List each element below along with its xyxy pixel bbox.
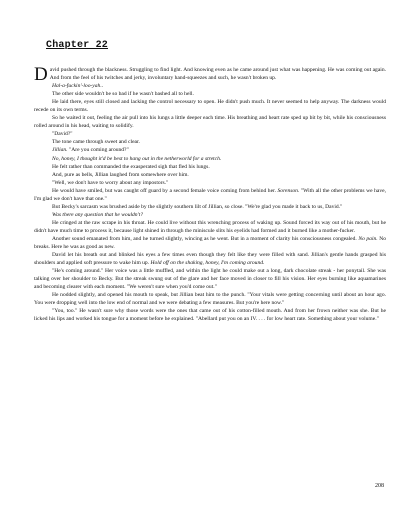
body-paragraph [34,64,386,85]
paragraph-text: avid pushed through the blackness. Struggling to find light. And knowing even as he came around just what was happening. He was coming out again. And from the feel of his twitches and jerky, involuntary hand-squeezes and such, he wasn't broken up. [49,67,386,82]
body-paragraph [34,155,386,163]
body-paragraph [34,82,386,90]
body-paragraph [34,187,386,203]
paragraph-text: "Are you coming around?" [67,147,129,154]
paragraph-text: He would have smiled, but was caught off guard by a second female voice coming from behind her. [52,187,278,194]
paragraph-text: The other side wouldn't be so bad if he wasn't bashed all to hell. [52,91,194,98]
chapter-title: Chapter 22 [46,40,109,51]
body-paragraph [34,267,386,291]
paragraph-text: "You, too." He wasn't sure why those words were the ones that came out of his cotton-filled mouth. And from her frown neither was she. But he licked his lips and worked his tongue for a moment before he explained. "Abellard put you on an IV. . . . for low heart rate. Something about your volume." [34,308,386,323]
chapter-body [34,66,386,324]
paragraph-text: No breaks. Here he was as good as new. [34,235,387,251]
page-number: 208 [375,483,384,489]
paragraph-text: But Becky's sarcasm was brushed aside by the slightly southern lilt of Jillian, so close. "We're glad you made it back to us, David." [52,203,343,210]
paragraph-text: "He's coming around." Her voice was a little muffled, and within the light he could make out a long, dark chocolate streak - her ponytail. She was talking over her shoulder to Becky. But the streak swung out of the glare and her face moved in closer to fill his vision. Her eyes burning like aquamarines and becoming clearer with each moment. "We weren't sure when you'd come out." [34,268,386,291]
paragraph-text: So he waited it out, feeling the air pull into his lungs a little deeper each time. His breathing and heart rate sped up bit by bit, while his consciousness rolled around in his head, waiting to solidify. [34,115,386,130]
body-paragraph [34,163,386,171]
body-paragraph [34,203,386,211]
paragraph-text: "With all the other problems we have, I'm glad we don't have that one." [34,187,386,202]
italic-text: Hal-a-fuckin'-loo-yah.. [52,83,104,90]
italic-text: No, honey, I thought it'd be best to hang out in the netherworld for a stretch. [52,155,222,162]
body-paragraph [34,90,386,98]
paragraph-text: And, pure as bells, Jillian laughed from somewhere over him. [52,171,189,178]
paragraph-text: David let his breath out and blinked his eyes a few times even though they felt like they were filled with sand. Jillian's gentle hands grasped his shoulders and applied soft pressure to wake him up. [34,252,386,267]
paragraph-text: "David?" [52,131,73,138]
body-paragraph [34,291,386,307]
paragraph-text: Another sound emanated from him, and he turned slightly, wincing as he went. But in a moment of clarity his consciousness congealed. [52,235,359,242]
italic-text: No pain. [358,235,378,242]
paragraph-text: "Well, we don't have to worry about any impostors." [52,179,169,186]
body-paragraph [34,219,386,235]
paragraph-text: He cringed at the raw scrape in his throat. He could live without this wrenching process of waking up. Sound forced its way out of his mouth, but he didn't have much time to process it, because light shined in through the miniscule slits his eyelids had formed and it burned like a mother-fucker. [34,219,386,234]
body-paragraph [34,114,386,130]
paragraph-text: He laid there, eyes still closed and lacking the control necessary to open. He didn't push much. It never seemed to help anyway. The darkness would recede on its own terms. [34,99,386,114]
body-paragraph [34,235,386,251]
italic-text: Was there any question that he wouldn't? [52,211,144,218]
body-paragraph [34,146,386,154]
italic-text: Sorenson. [277,187,300,194]
body-paragraph [34,251,386,267]
body-paragraph [34,138,386,146]
body-paragraph [34,98,386,114]
paragraph-text: He felt rather than commanded the exasperated sigh that fled his lungs. [52,163,210,170]
body-paragraph [34,130,386,138]
body-paragraph [34,211,386,219]
paragraph-text: He nodded slightly, and opened his mouth to speak, but Jillian beat him to the punch. "Your vitals were getting concerning until about an hour ago. You were dropping well into the low end of normal and we were debating a few measures. But you're here now." [34,292,386,307]
body-paragraph [34,171,386,179]
paragraph-text: The tone came through sweet and clear. [52,139,140,146]
body-paragraph [34,179,386,187]
italic-text: Hold off on the shaking, honey, I'm coming around. [150,260,265,267]
body-paragraph [34,307,386,323]
italic-text: Jillian. [52,147,68,154]
drop-cap: D [34,64,48,85]
